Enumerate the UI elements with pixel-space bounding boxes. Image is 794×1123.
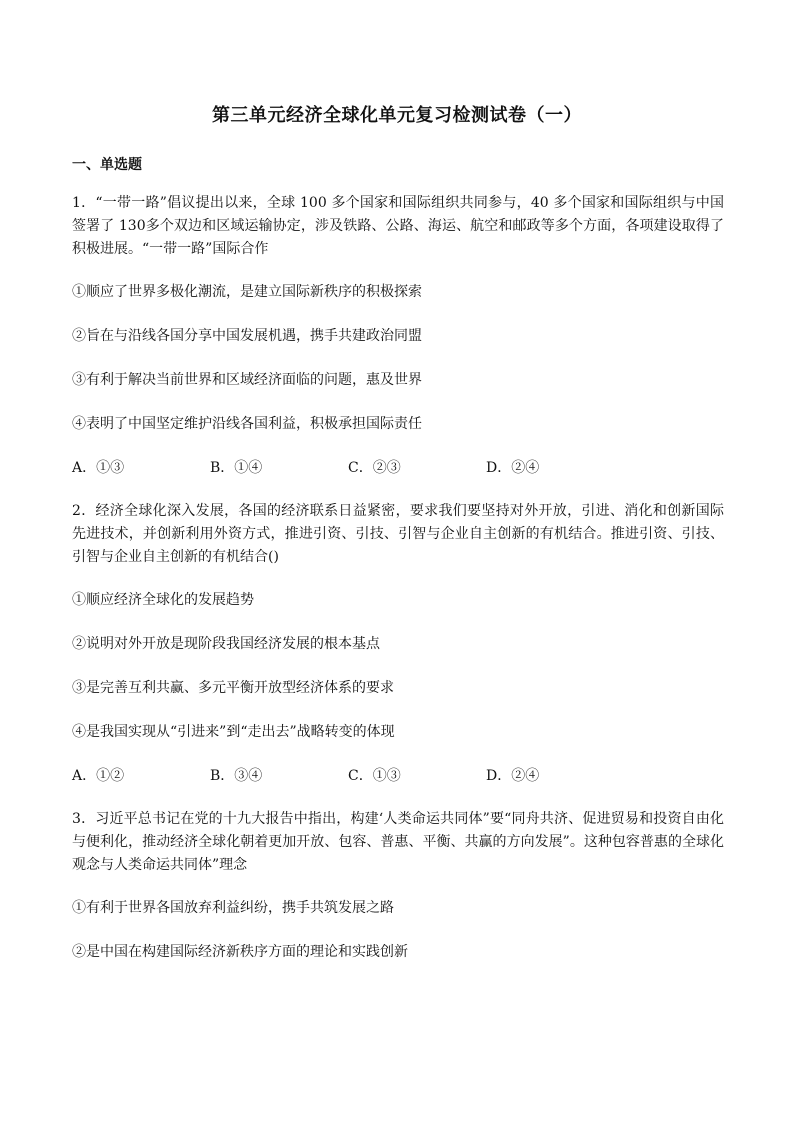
statement-option: ①顺应了世界多极化潮流，是建立国际新秩序的积极探索 <box>72 284 422 300</box>
statement-option: ②说明对外开放是现阶段我国经济发展的根本基点 <box>72 636 380 652</box>
question-2 <box>72 500 724 788</box>
choice-a: A．①③ <box>72 460 125 476</box>
statement-option: ②是中国在构建国际经济新秩序方面的理论和实践创新 <box>72 944 408 960</box>
answer-choices <box>72 457 724 480</box>
statement-option: ①顺应经济全球化的发展趋势 <box>72 592 254 608</box>
question-stem: 2．经济全球化深入发展，各国的经济联系日益紧密，要求我们要坚持对外开放，引进、消化和创新国际先进技术，并创新利用外资方式，推进引资、引技、引智与企业自主创新的有机结合。推进引资、引技、引智与企业自主创新的有机结合() <box>72 503 724 565</box>
choice-d: D．②④ <box>486 768 540 784</box>
choice-b: B．③④ <box>210 768 263 784</box>
statement-option: ①有利于世界各国放弃利益纠纷，携手共筑发展之路 <box>72 900 394 916</box>
question-list <box>72 192 724 985</box>
question-stem: 3．习近平总书记在党的十九大报告中指出，构建‘人类命运共同体”要“同舟共济、促进贸易和投资自由化与便利化，推动经济全球化朝着更加开放、包容、普惠、平衡、共赢的方向发展”。这种包容普惠的全球化观念与人类命运共同体”理念 <box>72 811 724 873</box>
choice-a: A．①② <box>72 768 125 784</box>
choice-c: C．②③ <box>348 460 401 476</box>
question-stem: 1．“一带一路”倡议提出以来，全球 100 多个国家和国际组织共同参与，40 多个国家和国际组织与中国签署了 130多个双边和区域运输协定，涉及铁路、公路、海运、航空和邮政等多个方面，各项建设取得了积极进展。“一带一路”国际合作 <box>72 195 724 257</box>
page-title: 第三单元经济全球化单元复习检测试卷（一） <box>212 105 582 126</box>
question-3 <box>72 808 724 964</box>
choice-d: D．②④ <box>486 460 540 476</box>
choice-c: C．①③ <box>348 768 401 784</box>
answer-choices <box>72 765 724 788</box>
question-1 <box>72 192 724 480</box>
statement-option: ④表明了中国坚定维护沿线各国利益，积极承担国际责任 <box>72 416 422 432</box>
choice-b: B．①④ <box>210 460 263 476</box>
statement-option: ④是我国实现从“引进来”到“走出去”战略转变的体现 <box>72 724 395 740</box>
statement-option: ②旨在与沿线各国分享中国发展机遇，携手共建政治同盟 <box>72 328 422 344</box>
statement-option: ③是完善互利共赢、多元平衡开放型经济体系的要求 <box>72 680 394 696</box>
section-heading: 一、单选题 <box>72 157 142 173</box>
statement-option: ③有利于解决当前世界和区域经济面临的问题，惠及世界 <box>72 372 422 388</box>
